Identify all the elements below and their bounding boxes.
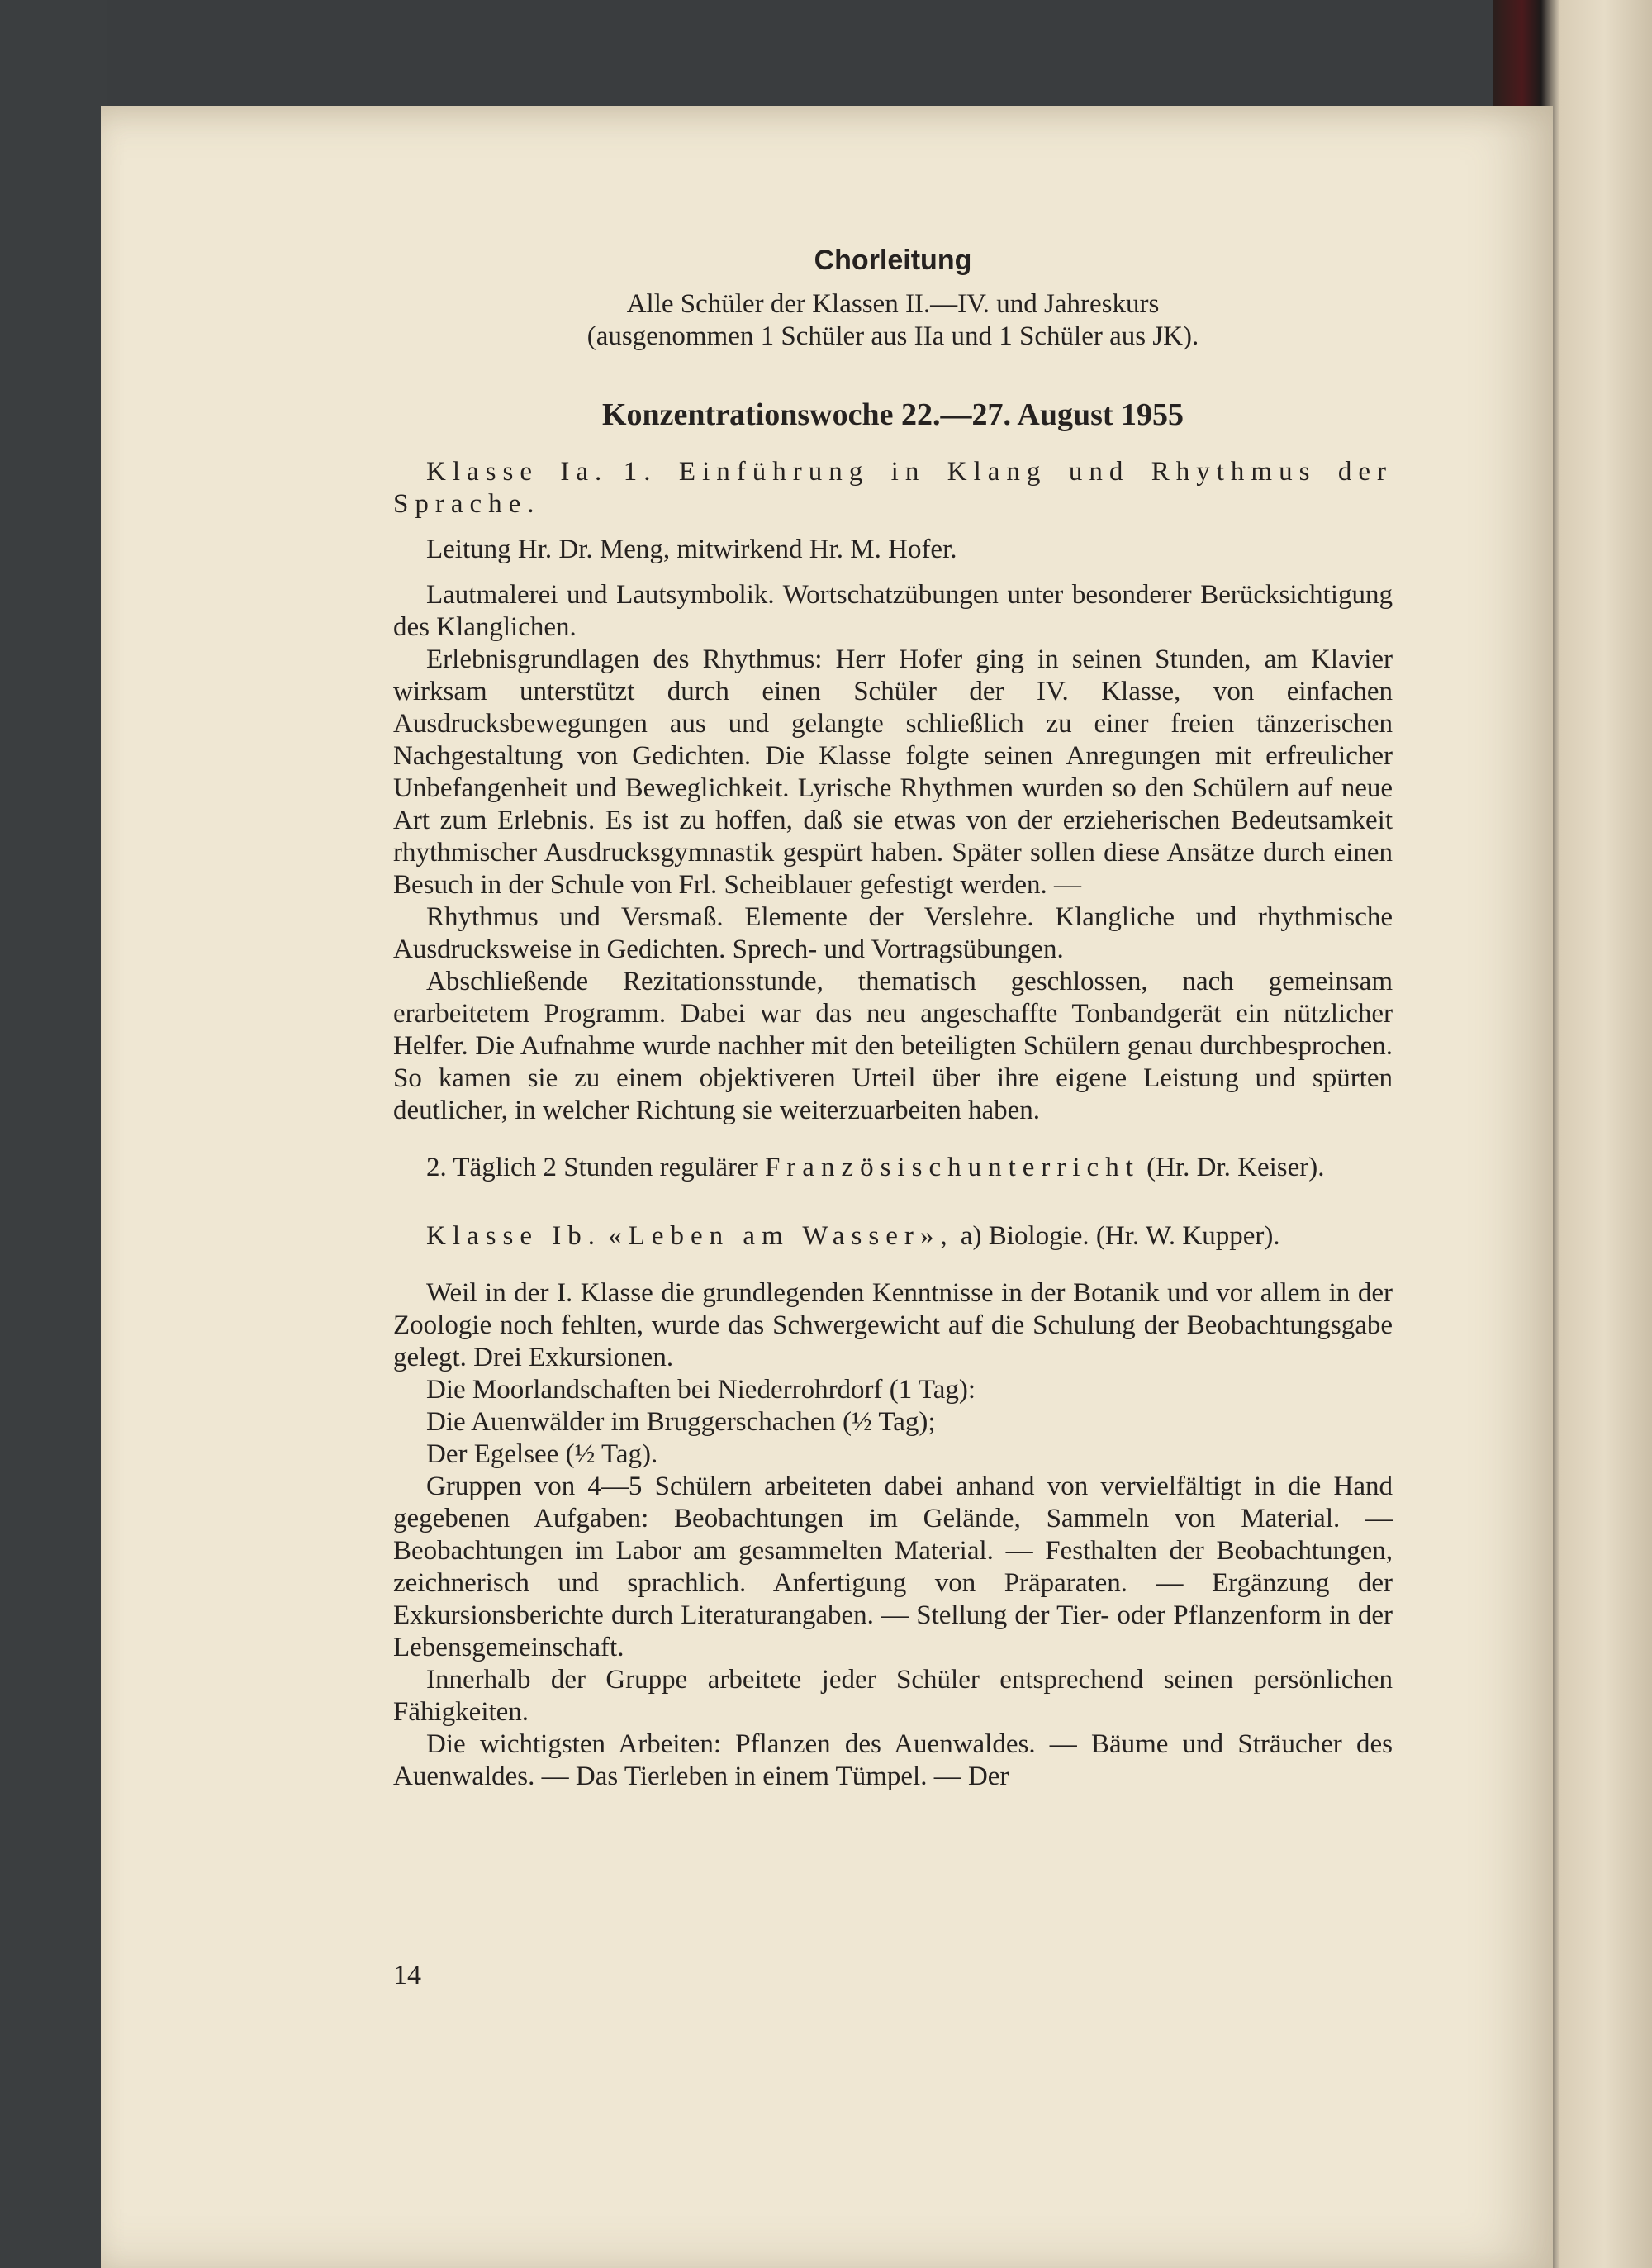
section-title: Konzentrationswoche 22.—27. August 1955 xyxy=(601,397,1184,432)
page-content xyxy=(393,245,1393,1793)
klasse-1a-item-2 xyxy=(393,1152,1393,1184)
klasse-1b-topic: «Leben am Wasser», xyxy=(608,1221,954,1251)
klasse-1b-paragraph-2: Die Moorlandschaften bei Niederrohrdorf (1 Tag): xyxy=(426,1375,976,1405)
klasse-1a-label: Klasse Ia. xyxy=(426,457,609,487)
klasse-1a-paragraph-1: Lautmalerei und Lautsymbolik. Wortschatzübungen unter besonderer Berücksichtigung des Klanglichen. xyxy=(393,580,1393,642)
klasse-1b-paragraph-7: Die wichtigsten Arbeiten: Pflanzen des Auenwaldes. — Bäume und Sträucher des Auenwaldes. — Das Tierleben in einem Tümpel. — Der xyxy=(393,1729,1393,1791)
klasse-1b-label: Klasse Ib. xyxy=(426,1221,601,1251)
klasse-1a-paragraph-2: Erlebnisgrundlagen des Rhythmus: Herr Hofer ging in seinen Stunden, am Klavier wirksam unterstützt durch einen Schüler der IV. Klasse, von einfachen Ausdrucksbewegungen aus und gelangte schließlich zu einer freien tänzerischen Nachgestaltung von Gedichten. Die Klasse folgte seinen Anregungen mit erfreulicher Unbefangenheit und Beweglichkeit. Lyrische Rhythmen wurden so den Schülern auf neue Art zum Erlebnis. Es ist zu hoffen, daß sie etwas von der erzieherischen Bedeutsamkeit rhythmischer Ausdrucksgymnastik gespürt haben. Später sollen diese Ansätze durch einen Besuch in der Schule von Frl. Scheiblauer gefestigt werden. — xyxy=(393,644,1393,900)
intro-line-2: (ausgenommen 1 Schüler aus IIa und 1 Schüler aus JK). xyxy=(586,321,1199,351)
background-left xyxy=(0,0,107,2268)
klasse-1a-paragraph-3: Rhythmus und Versmaß. Elemente der Verslehre. Klangliche und rhythmische Ausdrucksweise in Gedichten. Sprech- und Vortragsübungen. xyxy=(393,902,1393,964)
klasse-1a-heading xyxy=(393,456,1393,521)
klasse-1b-heading xyxy=(393,1220,1393,1253)
klasse-1b-rest: a) Biologie. (Hr. W. Kupper). xyxy=(960,1221,1280,1251)
item-2-prefix: 2. Täglich 2 Stunden regulärer xyxy=(426,1153,758,1182)
page-title: Chorleitung xyxy=(814,245,972,276)
intro-line-1: Alle Schüler der Klassen II.—IV. und Jahreskurs xyxy=(626,289,1160,319)
page-number: 14 xyxy=(393,1960,421,1990)
klasse-1b-paragraph-3: Die Auenwälder im Bruggerschachen (½ Tag); xyxy=(426,1407,936,1437)
item-2-spaced: Französischunterricht xyxy=(764,1153,1140,1182)
item-2-suffix: (Hr. Dr. Keiser). xyxy=(1146,1153,1325,1182)
klasse-1b-paragraph-5: Gruppen von 4—5 Schülern arbeiteten dabei anhand von vervielfältigt in die Hand gegebenen Aufgaben: Beobachtungen im Gelände, Sammeln von Material. — Beobachtungen im Labor am gesammelten Material. — Festhalten der Beobachtungen, zeichnerisch und sprachlich. Anfertigung von Präparaten. — Ergänzung der Exkursionsberichte durch Literaturangaben. — Stellung der Tier- oder Pflanzenform in der Lebensgemeinschaft. xyxy=(393,1472,1393,1662)
klasse-1a-paragraph-4: Abschließende Rezitationsstunde, thematisch geschlossen, nach gemeinsam erarbeitetem Programm. Dabei war das neu angeschaffte Tonbandgerät ein nützlicher Helfer. Die Aufnahme wurde nachher mit den beteiligten Schülern genau durchbesprochen. So kamen sie zu einem objektiveren Urteil über ihre eigene Leistung und spürten deutlicher, in welcher Richtung sie weiterzuarbeiten haben. xyxy=(393,967,1393,1125)
klasse-1b-paragraph-4: Der Egelsee (½ Tag). xyxy=(426,1439,658,1469)
klasse-1a-leitung: Leitung Hr. Dr. Meng, mitwirkend Hr. M. Hofer. xyxy=(426,535,957,564)
klasse-1b-paragraph-1: Weil in der I. Klasse die grundlegenden Kenntnisse in der Botanik und vor allem in der Zoologie noch fehlten, wurde das Schwergewicht auf die Schulung der Beobachtungsgabe gelegt. Drei Exkursionen. xyxy=(393,1278,1393,1372)
klasse-1b-paragraph-6: Innerhalb der Gruppe arbeitete jeder Schüler entsprechend seinen persönlichen Fähigkeiten. xyxy=(393,1665,1393,1727)
klasse-1a-topic: 1. Einführung in Klang und Rhythmus der Sprache. xyxy=(393,457,1393,519)
